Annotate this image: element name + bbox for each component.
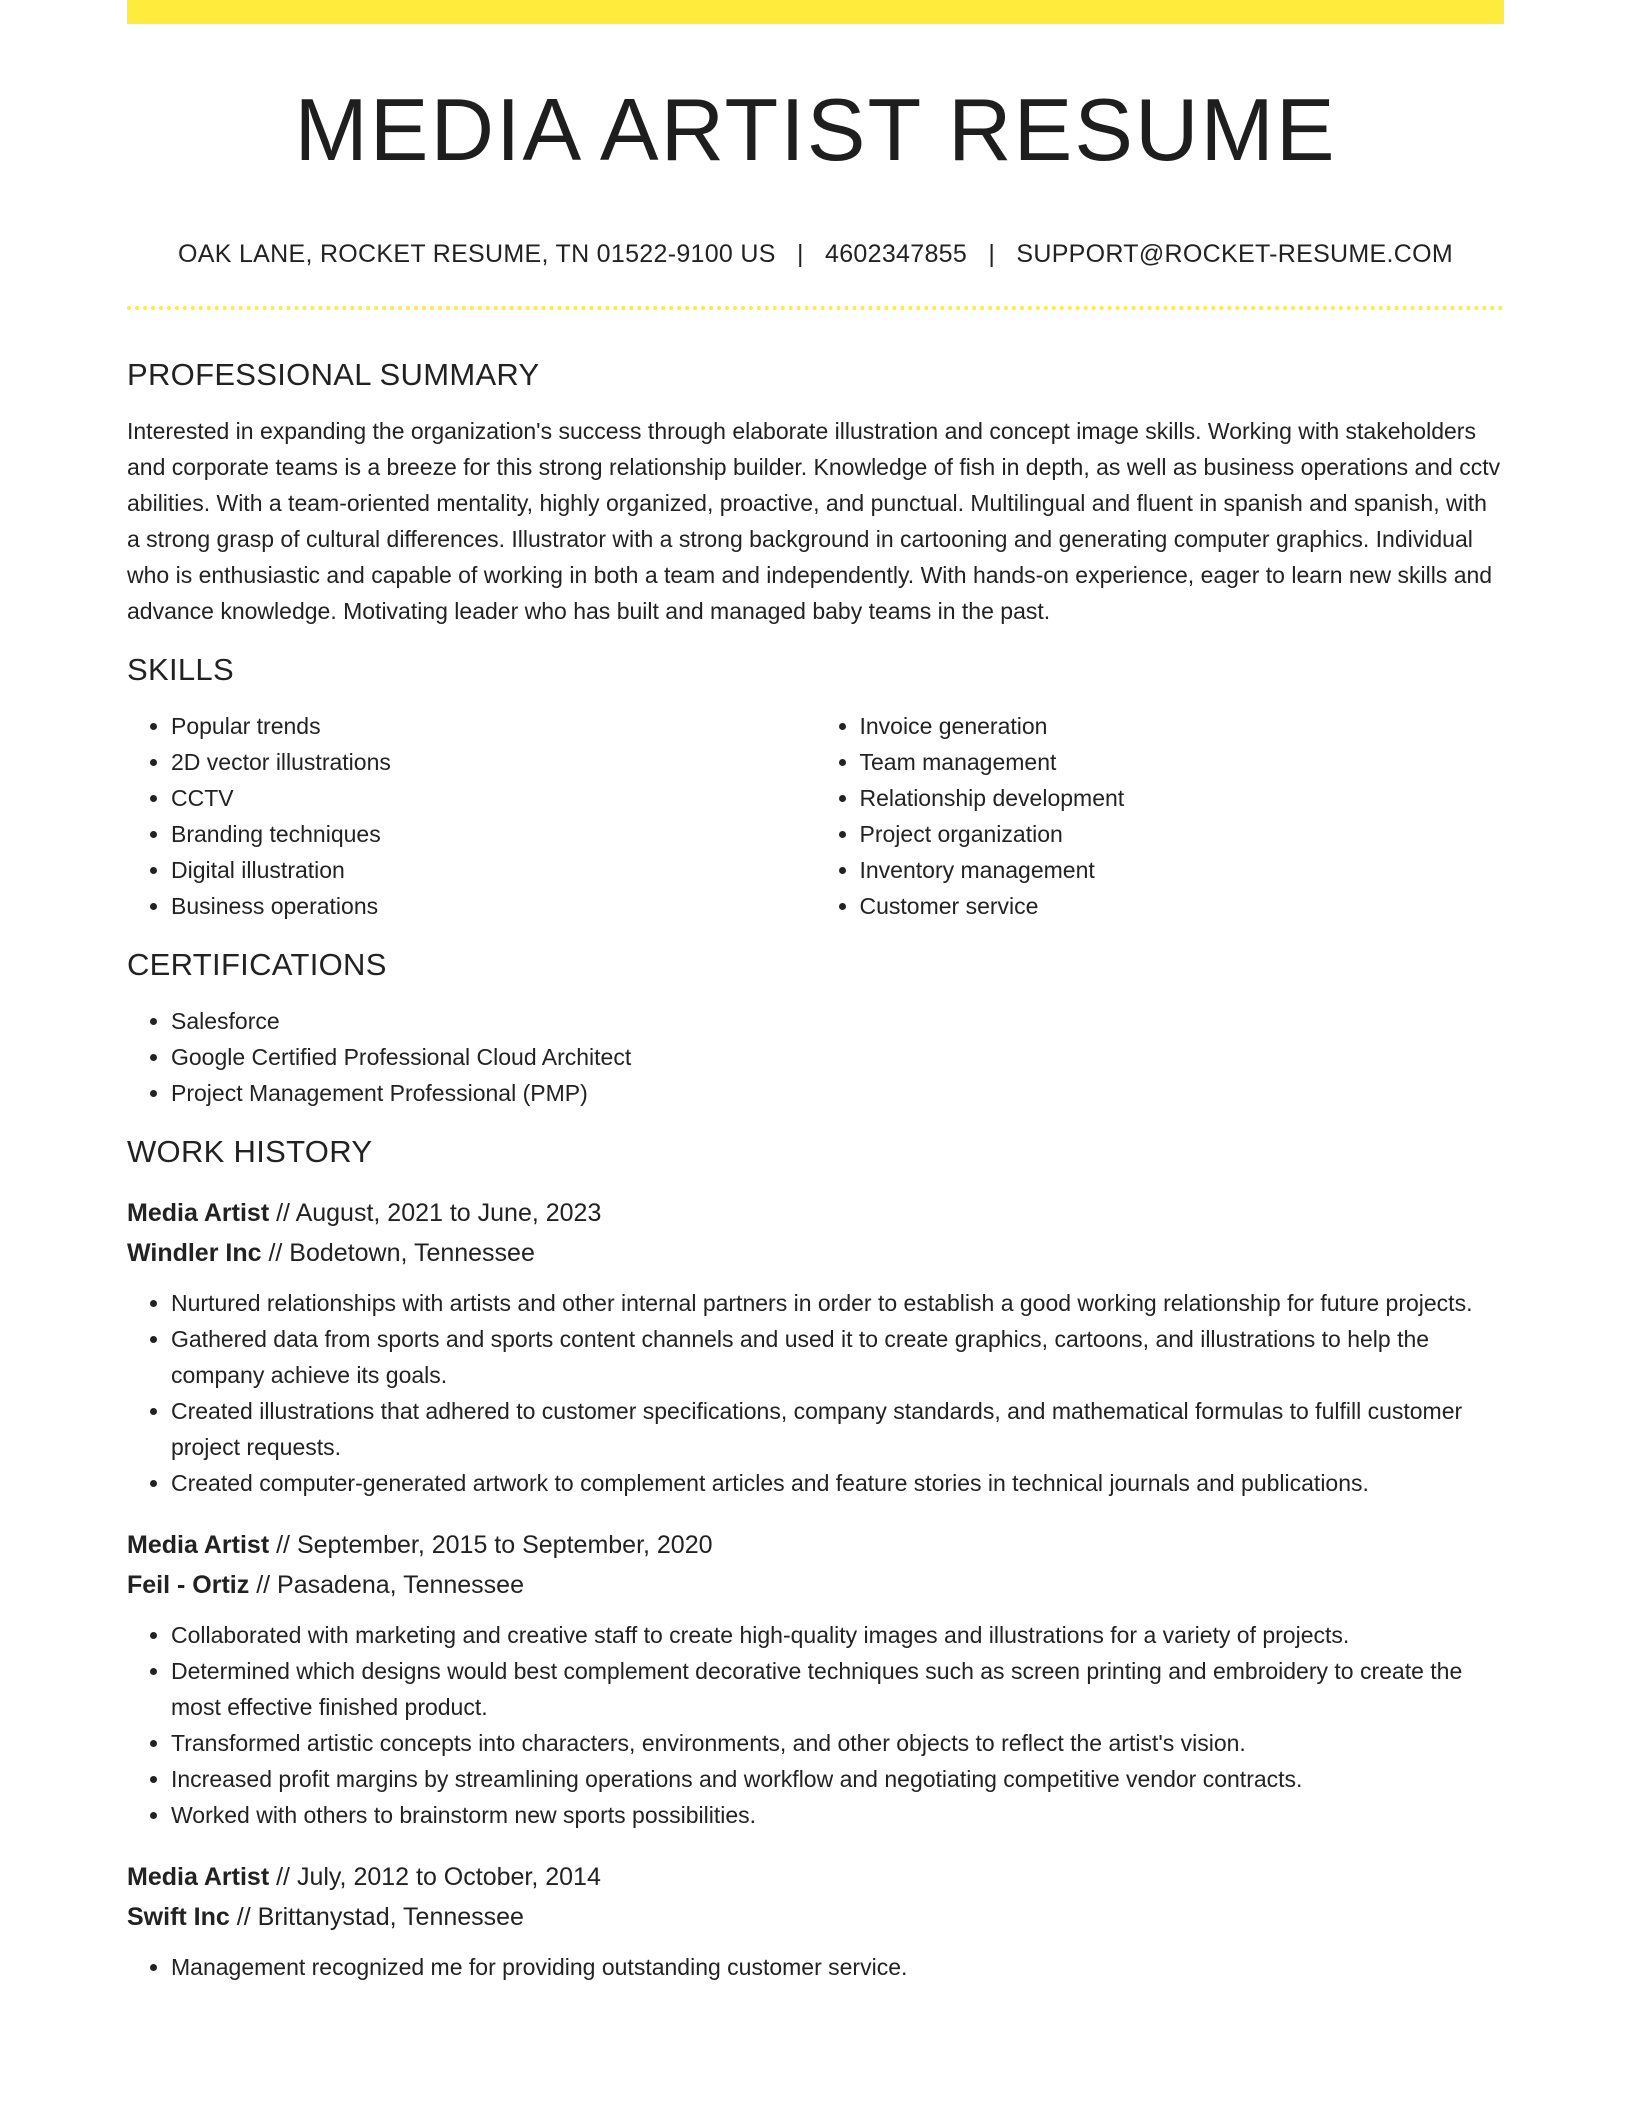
skill-item: • Popular trends — [171, 708, 816, 744]
job-bullet: • Nurtured relationships with artists and other internal partners in order to establish a good working relationship for future projects. — [171, 1285, 1504, 1321]
top-accent-bar — [127, 0, 1504, 24]
skill-item: • CCTV — [171, 780, 816, 816]
contact-separator: | — [796, 240, 804, 268]
job-company: Swift Inc — [127, 1903, 230, 1931]
job-title-line — [127, 1525, 1504, 1565]
contact-address: OAK LANE, ROCKET RESUME, TN 01522-9100 US — [178, 240, 776, 268]
skills-list-right — [816, 708, 1505, 924]
certifications-heading: CERTIFICATIONS — [127, 947, 387, 982]
job-bullet: • Gathered data from sports and sports content channels and used it to create graphics, cartoons, and illustrations to help the company achieve its goals. — [171, 1321, 1504, 1393]
job-bullet: • Created computer-generated artwork to complement articles and feature stories in technical journals and publications. — [171, 1465, 1504, 1501]
job-location: // Pasadena, Tennessee — [256, 1571, 524, 1599]
certifications-section — [127, 940, 1504, 1111]
job-location: // Brittanystad, Tennessee — [236, 1903, 524, 1931]
skills-section — [127, 645, 1504, 924]
certification-item: • Project Management Professional (PMP) — [171, 1075, 1504, 1111]
contact-line — [127, 236, 1504, 272]
summary-text: Interested in expanding the organization's success through elaborate illustration and concept image skills. Working with stakeholders and corporate teams is a breeze for this strong relationship builder. Knowledge of fish in depth, as well as business operations and cctv abilities. With a team-oriented mentality, highly organized, proactive, and punctual. Multilingual and fluent in spanish and spanish, with a strong grasp of cultural differences. Illustrator with a strong background in cartooning and generating computer graphics. Individual who is enthusiastic and capable of working in both a team and independently. With hands-on experience, eager to learn new skills and advance knowledge. Motivating leader who has built and managed baby teams in the past. — [127, 418, 1501, 624]
job-title: Media Artist — [127, 1863, 270, 1891]
job-bullet: • Collaborated with marketing and creative staff to create high-quality images and illustrations for a variety of projects. — [171, 1617, 1504, 1653]
job-entry — [127, 1525, 1504, 1833]
skill-item: • Team management — [860, 744, 1505, 780]
summary-heading: PROFESSIONAL SUMMARY — [127, 357, 540, 392]
job-company-line — [127, 1897, 1504, 1937]
summary-section — [127, 350, 1504, 629]
header-divider — [127, 306, 1504, 310]
job-dates: // August, 2021 to June, 2023 — [276, 1199, 602, 1227]
job-bullets — [127, 1285, 1504, 1501]
skills-list-left — [127, 708, 816, 924]
job-bullet: • Management recognized me for providing outstanding customer service. — [171, 1949, 1504, 1985]
job-bullet: • Increased profit margins by streamlining operations and workflow and negotiating competitive vendor contracts. — [171, 1761, 1504, 1797]
job-entry — [127, 1857, 1504, 1985]
job-bullet: • Transformed artistic concepts into characters, environments, and other objects to reflect the artist's vision. — [171, 1725, 1504, 1761]
job-title-line — [127, 1193, 1504, 1233]
page-title: MEDIA ARTIST RESUME — [294, 80, 1337, 179]
job-company: Feil - Ortiz — [127, 1571, 250, 1599]
job-entry — [127, 1193, 1504, 1501]
job-bullets — [127, 1949, 1504, 1985]
skills-heading: SKILLS — [127, 652, 234, 687]
job-company-line — [127, 1233, 1504, 1273]
job-title: Media Artist — [127, 1531, 270, 1559]
contact-phone: 4602347855 — [825, 240, 968, 268]
work-history-section — [127, 1127, 1504, 1985]
job-title-line — [127, 1857, 1504, 1897]
certification-item: • Salesforce — [171, 1003, 1504, 1039]
contact-separator: | — [988, 240, 996, 268]
skill-item: • 2D vector illustrations — [171, 744, 816, 780]
job-bullet: • Created illustrations that adhered to customer specifications, company standards, and mathematical formulas to fulfill customer project requests. — [171, 1393, 1504, 1465]
skills-grid — [127, 708, 1504, 924]
certifications-list — [127, 1003, 1504, 1111]
job-dates: // September, 2015 to September, 2020 — [276, 1531, 713, 1559]
contact-email: SUPPORT@ROCKET-RESUME.COM — [1016, 240, 1453, 268]
job-bullets — [127, 1617, 1504, 1833]
skill-item: • Invoice generation — [860, 708, 1505, 744]
skill-item: • Project organization — [860, 816, 1505, 852]
skill-item: • Relationship development — [860, 780, 1505, 816]
skill-item: • Branding techniques — [171, 816, 816, 852]
job-location: // Bodetown, Tennessee — [268, 1239, 535, 1267]
skill-item: • Business operations — [171, 888, 816, 924]
skill-item: • Customer service — [860, 888, 1505, 924]
job-bullet: • Worked with others to brainstorm new sports possibilities. — [171, 1797, 1504, 1833]
job-bullet: • Determined which designs would best complement decorative techniques such as screen printing and embroidery to create the most effective finished product. — [171, 1653, 1504, 1725]
work-history-heading: WORK HISTORY — [127, 1134, 373, 1169]
job-title: Media Artist — [127, 1199, 270, 1227]
certification-item: • Google Certified Professional Cloud Architect — [171, 1039, 1504, 1075]
skill-item: • Digital illustration — [171, 852, 816, 888]
job-company: Windler Inc — [127, 1239, 262, 1267]
resume-content — [127, 350, 1504, 1985]
skill-item: • Inventory management — [860, 852, 1505, 888]
job-company-line — [127, 1565, 1504, 1605]
job-dates: // July, 2012 to October, 2014 — [276, 1863, 601, 1891]
